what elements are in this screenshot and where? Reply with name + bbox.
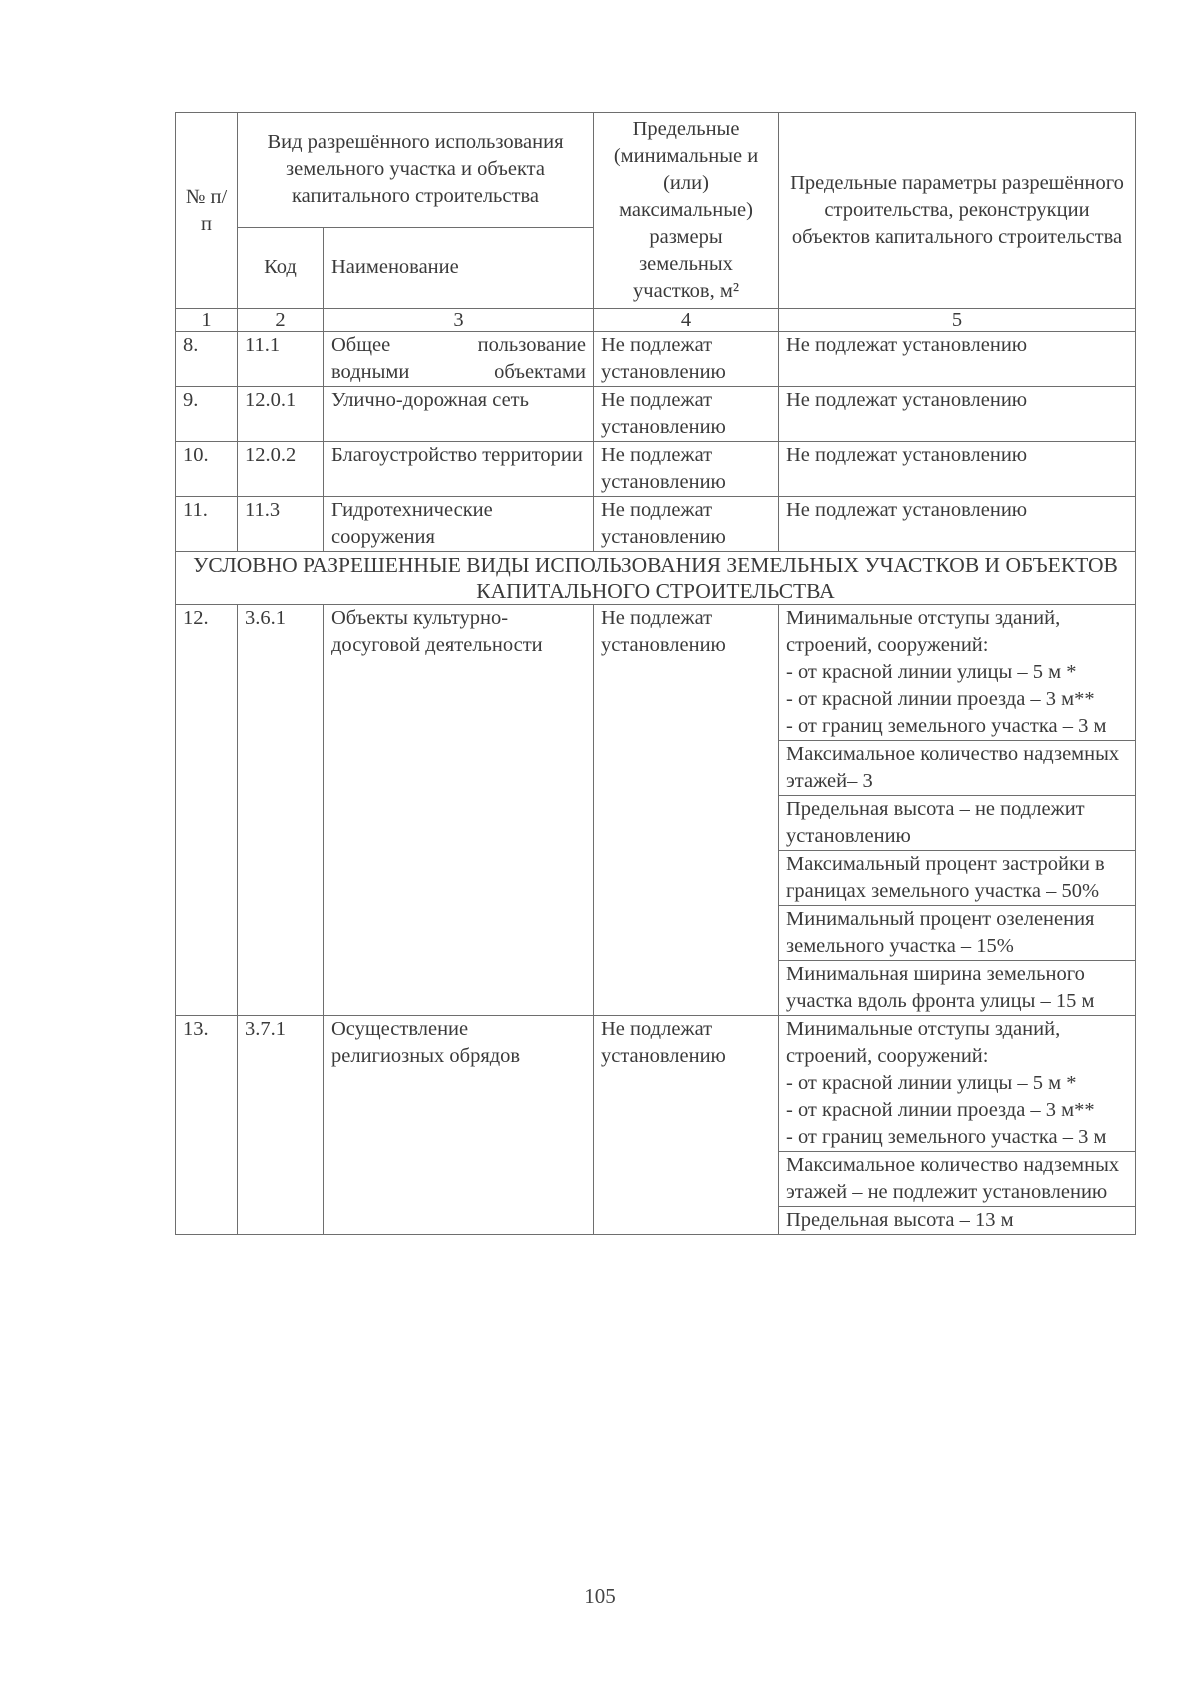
param-line: Минимальные отступы зданий, строений, сооружений:	[786, 607, 1061, 656]
row-name: Общее пользование водными объектами	[324, 332, 594, 387]
param-line: Предельная высота – не подлежит установлению	[786, 798, 1085, 847]
row-code: 3.6.1	[238, 605, 324, 1016]
param-line: - от границ земельного участка – 3 м	[786, 1126, 1107, 1148]
row-number: 10.	[176, 442, 238, 497]
column-number: 5	[779, 309, 1136, 332]
row-params	[779, 1016, 1136, 1235]
table-row	[176, 387, 1136, 442]
header-vid: Вид разрешённого использования земельного участка и объекта капитального строительства	[238, 113, 594, 228]
param-line: Максимальное количество надземных этажей– 3	[786, 743, 1120, 792]
param-line: - от границ земельного участка – 3 м	[786, 715, 1107, 737]
section-title: УСЛОВНО РАЗРЕШЕННЫЕ ВИДЫ ИСПОЛЬЗОВАНИЯ ЗЕМЕЛЬНЫХ УЧАСТКОВ И ОБЪЕКТОВ КАПИТАЛЬНОГО СТРОИТЕЛЬСТВА	[176, 552, 1136, 605]
rows-conditional	[176, 605, 1136, 1235]
row-number: 13.	[176, 1016, 238, 1235]
table-row	[176, 497, 1136, 552]
row-name: Гидротехнические сооружения	[324, 497, 594, 552]
param-line: - от красной линии проезда – 3 м**	[786, 1099, 1095, 1121]
row-param: Не подлежат установлению	[779, 332, 1136, 387]
header-kod: Код	[238, 227, 324, 309]
param-line: Максимальный процент застройки в границах земельного участка – 50%	[786, 853, 1105, 902]
row-size: Не подлежат установлению	[594, 605, 779, 1016]
row-code: 12.0.1	[238, 387, 324, 442]
column-number: 2	[238, 309, 324, 332]
row-size: Не подлежат установлению	[594, 387, 779, 442]
row-param: Не подлежат установлению	[779, 497, 1136, 552]
row-params	[779, 605, 1136, 1016]
param-line: Минимальные отступы зданий, строений, сооружений:	[786, 1018, 1061, 1067]
row-size: Не подлежат установлению	[594, 1016, 779, 1235]
row-name: Осуществление религиозных обрядов	[324, 1016, 594, 1235]
table-row	[176, 605, 1136, 1016]
rows-permitted	[176, 332, 1136, 552]
row-name: Улично-дорожная сеть	[324, 387, 594, 442]
row-number: 8.	[176, 332, 238, 387]
table-row	[176, 1016, 1136, 1235]
header-name: Наименование	[324, 227, 594, 309]
column-number: 4	[594, 309, 779, 332]
column-number: 3	[324, 309, 594, 332]
param-line: Минимальная ширина земельного участка вдоль фронта улицы – 15 м	[786, 963, 1095, 1012]
row-size: Не подлежат установлению	[594, 332, 779, 387]
param-line: Максимальное количество надземных этажей – не подлежит установлению	[786, 1154, 1120, 1203]
header-params: Предельные параметры разрешённого строительства, реконструкции объектов капитального строительства	[779, 113, 1136, 309]
param-block	[779, 740, 1135, 795]
param-line: Предельная высота – 13 м	[786, 1209, 1014, 1231]
param-block	[779, 795, 1135, 850]
land-use-table	[175, 112, 1136, 1235]
table-row	[176, 332, 1136, 387]
table-row	[176, 442, 1136, 497]
section-title-row	[176, 552, 1136, 605]
row-number: 12.	[176, 605, 238, 1016]
row-param: Не подлежат установлению	[779, 442, 1136, 497]
header-size: Предельные (минимальные и (или) максимальные) размеры земельных участков, м²	[594, 113, 779, 309]
param-block	[779, 850, 1135, 905]
param-line: - от красной линии проезда – 3 м**	[786, 688, 1095, 710]
row-number: 11.	[176, 497, 238, 552]
row-param: Не подлежат установлению	[779, 387, 1136, 442]
row-code: 3.7.1	[238, 1016, 324, 1235]
table-header-row	[176, 113, 1136, 228]
param-line: - от красной линии улицы – 5 м *	[786, 1072, 1077, 1094]
row-size: Не подлежат установлению	[594, 442, 779, 497]
column-number: 1	[176, 309, 238, 332]
param-block	[779, 960, 1135, 1015]
row-code: 11.1	[238, 332, 324, 387]
row-name: Объекты культурно-досуговой деятельности	[324, 605, 594, 1016]
row-name: Благоустройство территории	[324, 442, 594, 497]
row-code: 12.0.2	[238, 442, 324, 497]
header-num: № п/п	[176, 113, 238, 309]
param-line: Минимальный процент озеленения земельного участка – 15%	[786, 908, 1095, 957]
param-block	[779, 605, 1135, 740]
param-block	[779, 1016, 1135, 1151]
param-block	[779, 1151, 1135, 1206]
row-number: 9.	[176, 387, 238, 442]
row-code: 11.3	[238, 497, 324, 552]
page-number: 105	[584, 1584, 616, 1608]
row-size: Не подлежат установлению	[594, 497, 779, 552]
param-line: - от красной линии улицы – 5 м *	[786, 661, 1077, 683]
param-block	[779, 905, 1135, 960]
column-numbers-row	[176, 309, 1136, 332]
param-block	[779, 1206, 1135, 1234]
